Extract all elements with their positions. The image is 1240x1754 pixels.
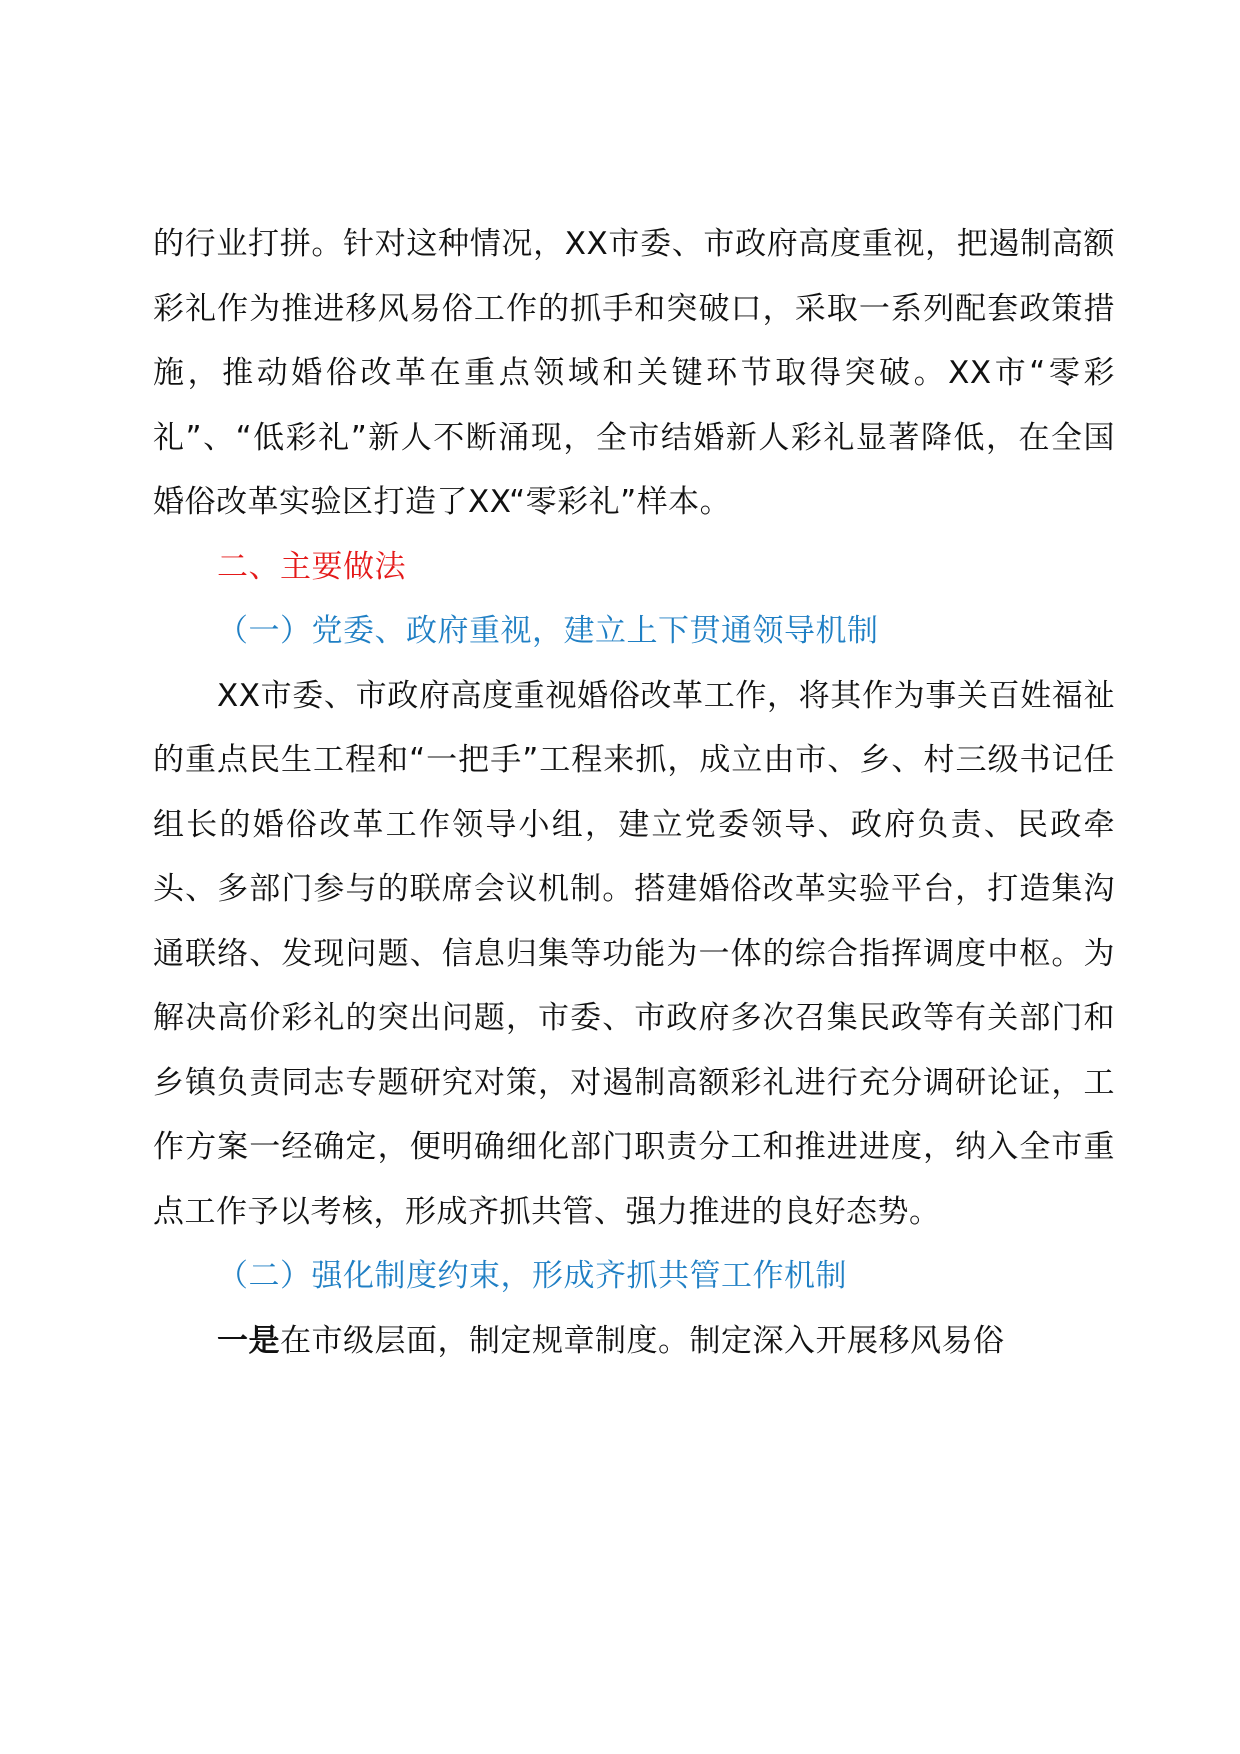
paragraph-lead-bold: 一是 [217,1322,280,1359]
paragraph-continued: 的行业打拼。针对这种情况，XX市委、市政府高度重视，把遏制高额彩礼作为推进移风易俗工作的抓手和突破口，采取一系列配套政策措施，推动婚俗改革在重点领域和关键环节取得突破。XX市“零彩礼”、“低彩礼”新人不断涌现，全市结婚新人彩礼显著降低，在全国婚俗改革实验区打造了XX“零彩礼”样本。 [153,226,1115,520]
subheading-institutional-constraints: （二）强化制度约束，形成齐抓共管工作机制 [217,1258,847,1294]
subheading-leadership-mechanism: （一）党委、政府重视，建立上下贯通领导机制 [217,613,879,649]
paragraph-leadership: XX市委、市政府高度重视婚俗改革工作，将其作为事关百姓福祉的重点民生工程和“一把手”工程来抓，成立由市、乡、村三级书记任组长的婚俗改革工作领导小组，建立党委领导、政府负责、民政牵头、多部门参与的联席会议机制。搭建婚俗改革实验平台，打造集沟通联络、发现问题、信息归集等功能为一体的综合指挥调度中枢。为解决高价彩礼的突出问题，市委、市政府多次召集民政等有关部门和乡镇负责同志专题研究对策，对遏制高额彩礼进行充分调研论证，工作方案一经确定，便明确细化部门职责分工和推进进度，纳入全市重点工作予以考核，形成齐抓共管、强力推进的良好态势。 [153,677,1115,1230]
section-heading: 二、主要做法 [217,548,406,585]
paragraph-institutional-text: 在市级层面，制定规章制度。制定深入开展移风易俗 [280,1322,1005,1359]
document-body [153,212,1115,1373]
paragraph-institutional [153,1309,1115,1374]
